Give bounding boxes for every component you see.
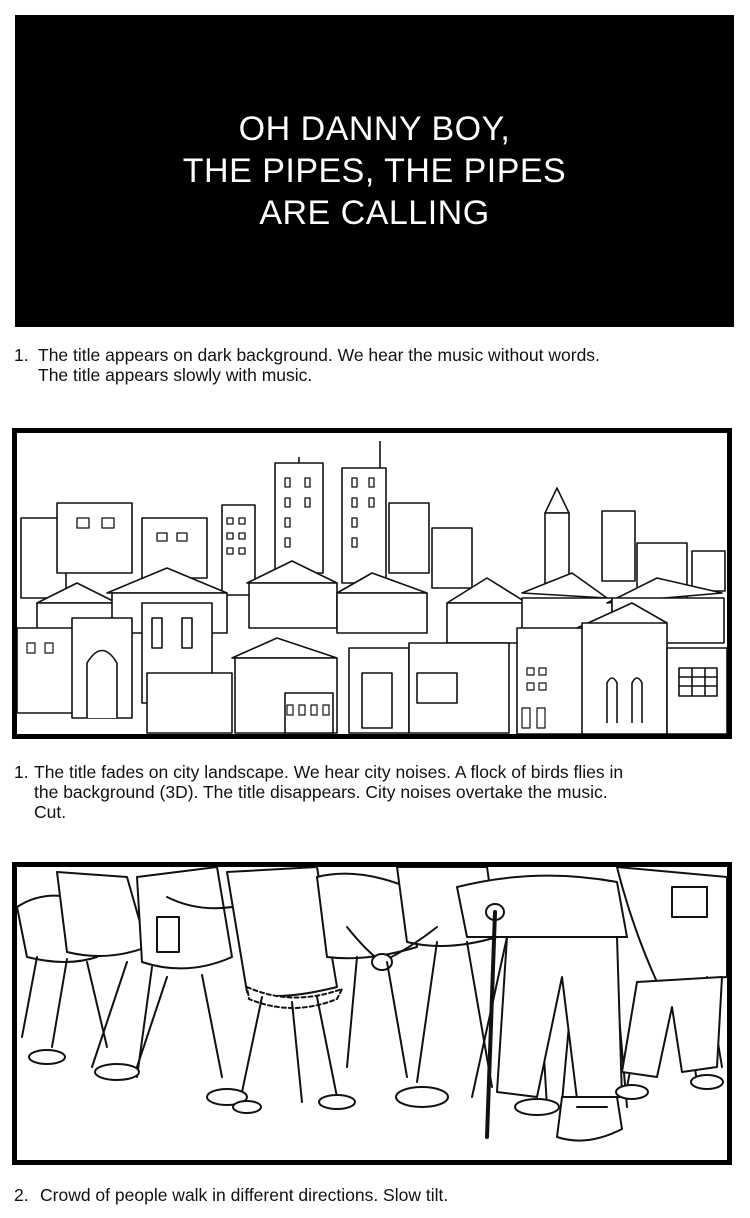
title-card-panel bbox=[15, 15, 734, 327]
caption-number: 1. bbox=[14, 345, 29, 365]
caption-line: The title appears slowly with music. bbox=[38, 365, 313, 385]
caption-line: Crowd of people walk in different directions. Slow tilt. bbox=[40, 1185, 449, 1205]
caption-line: Cut. bbox=[34, 802, 67, 822]
crowd-drawing bbox=[17, 867, 727, 1160]
title-line-2: THE PIPES, THE PIPES bbox=[182, 152, 567, 190]
caption-panel-1 bbox=[14, 345, 600, 385]
caption-number: 1. bbox=[14, 762, 29, 782]
caption-panel-2 bbox=[14, 762, 623, 822]
caption-line: the background (3D). The title disappears. City noises overtake the music. bbox=[34, 782, 608, 802]
title-line-1: OH DANNY BOY, bbox=[238, 110, 511, 148]
crowd-panel bbox=[12, 862, 732, 1165]
caption-panel-3 bbox=[14, 1185, 448, 1205]
caption-line: The title appears on dark background. We hear the music without words. bbox=[38, 345, 600, 365]
caption-number: 2. bbox=[14, 1185, 29, 1205]
city-landscape-panel bbox=[12, 428, 732, 739]
title-line-3: ARE CALLING bbox=[259, 194, 490, 232]
caption-line: The title fades on city landscape. We hear city noises. A flock of birds flies in bbox=[34, 762, 624, 782]
city-skyline-drawing bbox=[17, 433, 727, 734]
title-text bbox=[183, 108, 567, 234]
